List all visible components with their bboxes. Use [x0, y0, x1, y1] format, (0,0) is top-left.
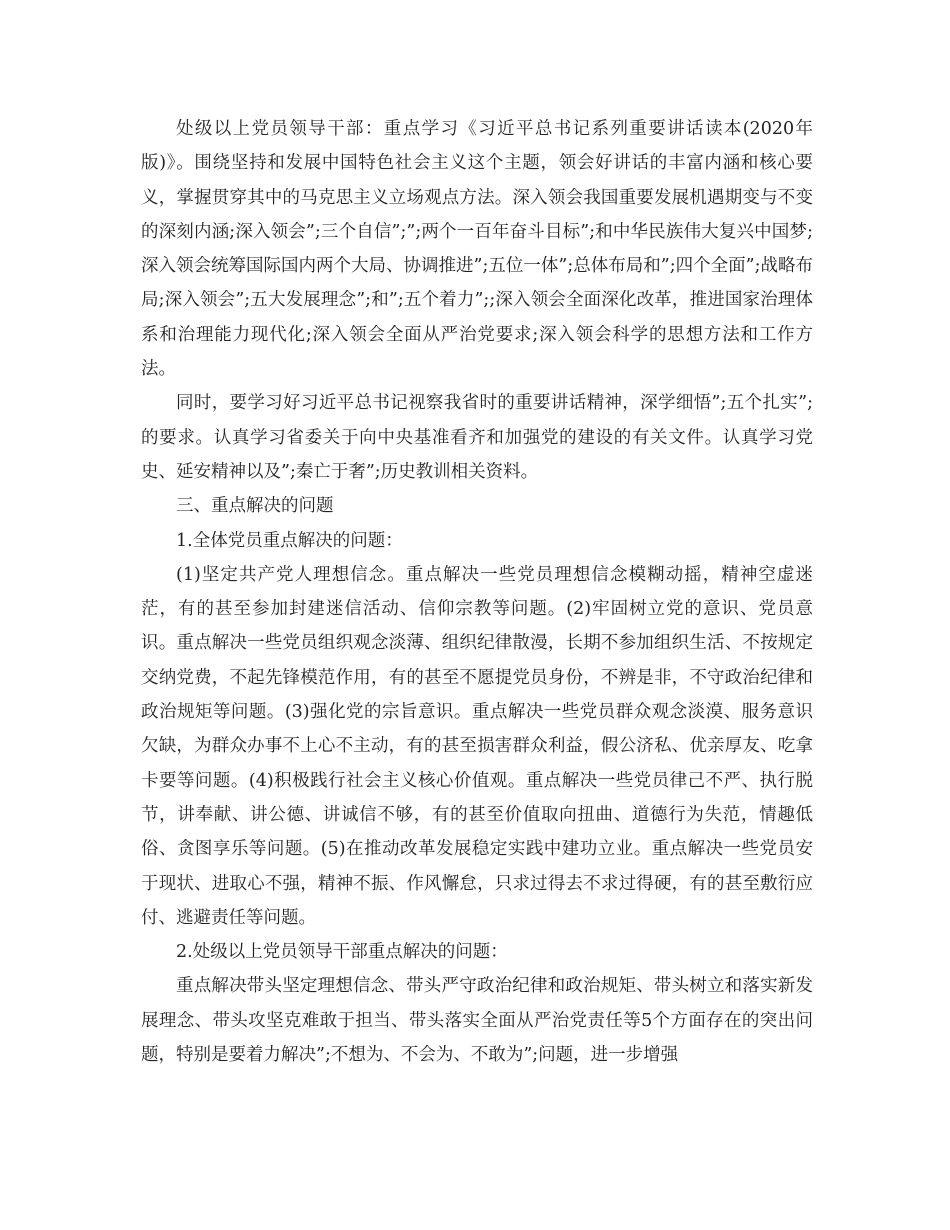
- paragraph-study-leaders: 处级以上党员领导干部：重点学习《习近平总书记系列重要讲话读本(2020年版)》。围绕坚持和发展中国特色社会主义这个主题，领会好讲话的丰富内涵和核心要义，掌握贯穿其中的马克思主义立场观点方法。深入领会我国重要发展机遇期变与不变的深刻内涵;深入领会”;三个自信”;”;两个一百年奋斗目标”;和中华民族伟大复兴中国梦;深入领会统筹国际国内两个大局、协调推进”;五位一体”;总体布局和”;四个全面”;战略布局;深入领会”;五大发展理念”;和”;五个着力”;;深入领会全面深化改革，推进国家治理体系和治理能力现代化;深入领会全面从严治党要求;深入领会科学的思想方法和工作方法。: [141, 119, 813, 380]
- document-body: [141, 112, 813, 1072]
- paragraph-study-speech: 同时，要学习好习近平总书记视察我省时的重要讲话精神，深学细悟”;五个扎实”;的要求。认真学习省委关于向中央基准看齐和加强党的建设的有关文件。认真学习党史、延安精神以及”;秦亡于奢”;历史教训相关资料。: [141, 393, 813, 482]
- subheading-all-members: 1.全体党员重点解决的问题：: [176, 530, 403, 551]
- subheading-leaders: 2.处级以上党员领导干部重点解决的问题：: [176, 942, 508, 963]
- paragraph-all-members-problems: (1)坚定共产党人理想信念。重点解决一些党员理想信念模糊动摇，精神空虚迷茫，有的甚至参加封建迷信活动、信仰宗教等问题。(2)牢固树立党的意识、党员意识。重点解决一些党员组织观念淡薄、组织纪律散漫，长期不参加组织生活、不按规定交纳党费，不起先锋模范作用，有的甚至不愿提党员身份，不辨是非，不守政治纪律和政治规矩等问题。(3)强化党的宗旨意识。重点解决一些党员群众观念淡漠、服务意识欠缺，为群众办事不上心不主动，有的甚至损害群众利益，假公济私、优亲厚友、吃拿卡要等问题。(4)积极践行社会主义核心价值观。重点解决一些党员律己不严、执行脱节，讲奉献、讲公德、讲诚信不够，有的甚至价值取向扭曲、道德行为失范，情趣低俗、贪图享乐等问题。(5)在推动改革发展稳定实践中建功立业。重点解决一些党员安于现状、进取心不强，精神不振、作风懈怠，只求过得去不求过得硬，有的甚至敷衍应付、逃避责任等问题。: [141, 564, 813, 928]
- section-heading-problems: 三、重点解决的问题: [176, 496, 334, 517]
- paragraph-leaders-problems: 重点解决带头坚定理想信念、带头严守政治纪律和政治规矩、带头树立和落实新发展理念、带头攻坚克难敢于担当、带头落实全面从严治党责任等5个方面存在的突出问题，特别是要着力解决”;不想为、不会为、不敢为”;问题，进一步增强: [141, 976, 813, 1066]
